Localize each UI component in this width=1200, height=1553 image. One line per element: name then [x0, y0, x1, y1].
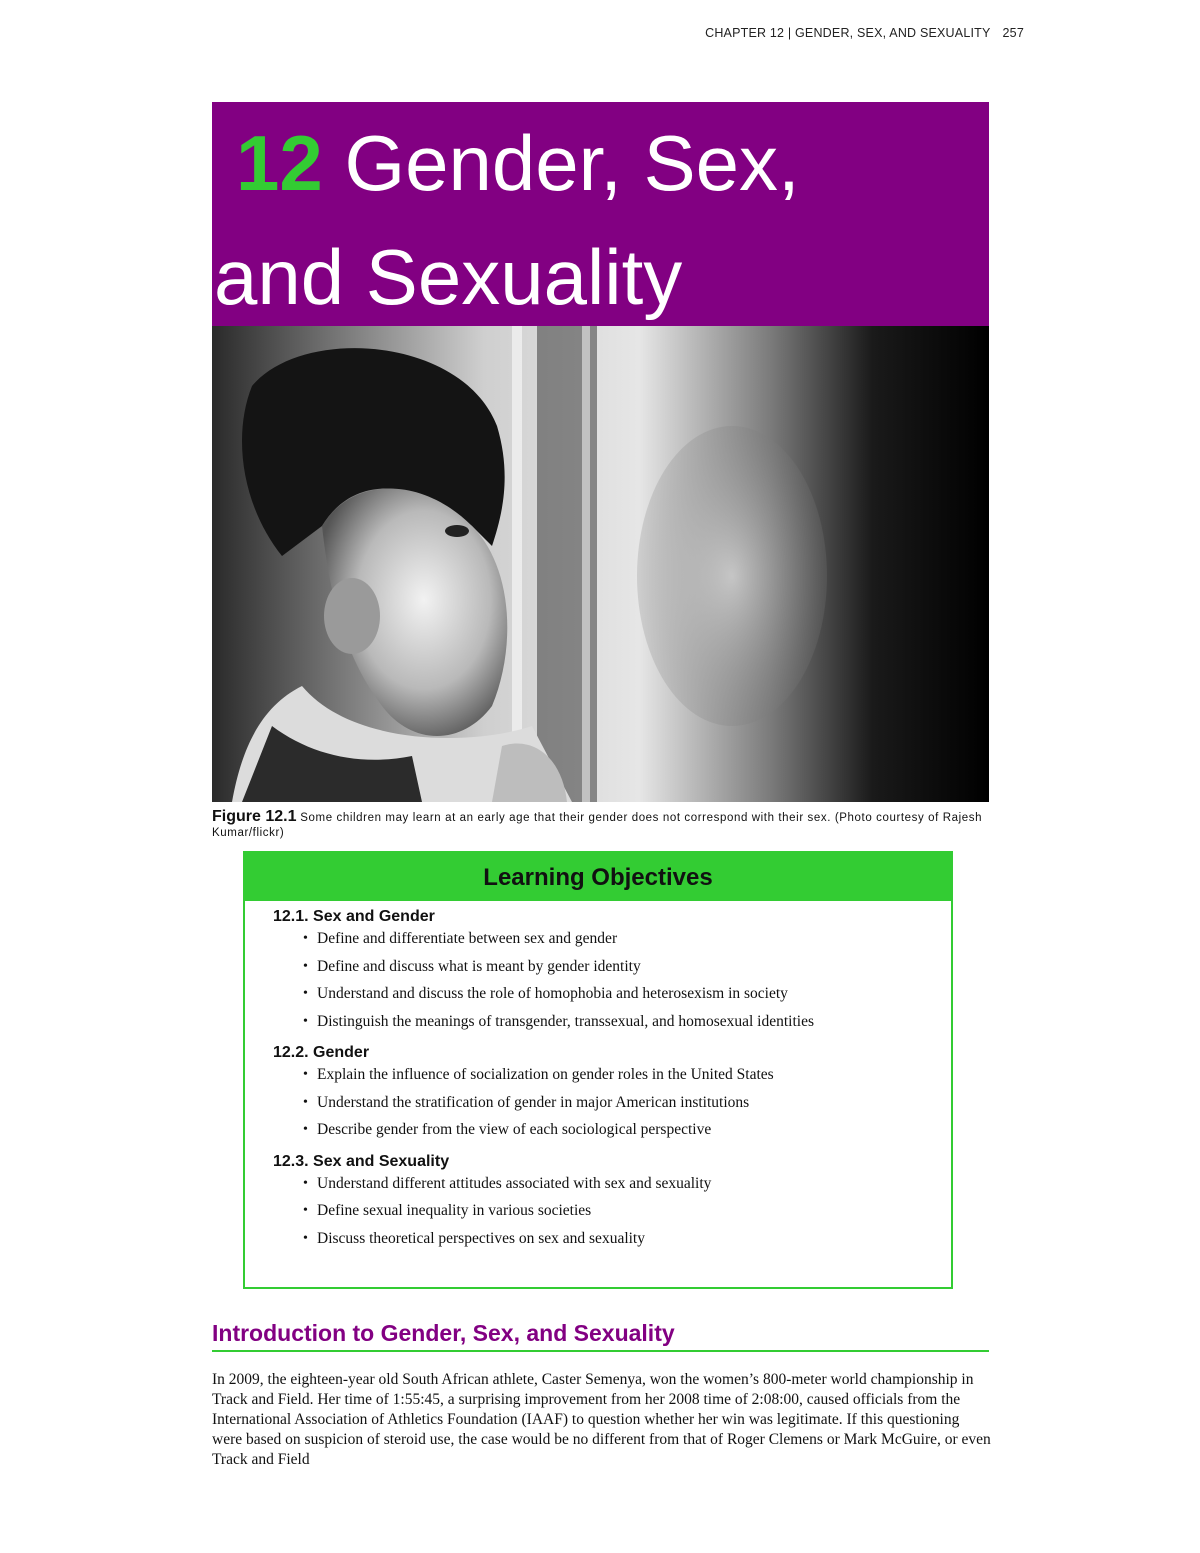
objective-item: • Explain the influence of socialization on gender roles in the United States	[303, 1059, 951, 1091]
objective-list	[273, 1059, 951, 1146]
figure-label: Figure 12.1	[212, 808, 297, 825]
section-heading: Introduction to Gender, Sex, and Sexuality	[212, 1320, 989, 1352]
learning-objectives-title: Learning Objectives	[245, 853, 951, 901]
objective-section	[273, 907, 951, 1037]
figure-caption	[212, 809, 992, 841]
chapter-number: 12	[236, 119, 323, 207]
objective-item: • Distinguish the meanings of transgender, transsexual, and homosexual identities	[303, 1006, 951, 1038]
learning-objectives-body	[245, 901, 951, 1254]
objective-item: • Discuss theoretical perspectives on sex and sexuality	[303, 1223, 951, 1255]
figure-caption-text: Some children may learn at an early age that their gender does not correspond with their sex. (Photo courtesy of Rajesh Kumar/flickr)	[212, 812, 983, 839]
objective-item: • Define sexual inequality in various societies	[303, 1195, 951, 1227]
chapter-title-first: Gender, Sex,	[344, 119, 800, 207]
learning-objectives-box	[243, 851, 953, 1289]
chapter-photo	[212, 326, 989, 802]
objective-item: • Understand the stratification of gender in major American institutions	[303, 1087, 951, 1119]
objective-item: • Define and differentiate between sex and gender	[303, 923, 951, 955]
objective-item: • Understand and discuss the role of homophobia and heterosexism in society	[303, 978, 951, 1010]
page-number: 257	[1002, 26, 1024, 40]
objective-section-heading: 12.1. Sex and Gender	[273, 908, 435, 925]
objective-section	[273, 1043, 951, 1146]
objective-item: • Understand different attitudes associated with sex and sexuality	[303, 1168, 951, 1200]
chapter-title-line-1	[236, 119, 800, 207]
objective-section-heading: 12.3. Sex and Sexuality	[273, 1152, 450, 1170]
objective-list	[273, 1168, 951, 1255]
objective-list	[273, 923, 951, 1037]
running-head-text: CHAPTER 12 | GENDER, SEX, AND SEXUALITY	[705, 26, 991, 40]
objective-section-heading: 12.2. Gender	[273, 1044, 370, 1061]
chapter-title-banner	[212, 102, 989, 326]
objective-item: • Define and discuss what is meant by gender identity	[303, 951, 951, 983]
boy-at-window-photo	[212, 326, 989, 802]
chapter-title-second: and Sexuality	[214, 233, 683, 321]
intro-paragraph: In 2009, the eighteen-year old South African athlete, Caster Semenya, won the women’s 800-meter world championship in Track and Field. Her time of 1:55:45, a surprising improvement from her 2008 time of 2:08:00, caused officials from the International Association of Athletics Foundation (IAAF) to question whether her win was legitimate. If this questioning were based on suspicion of steroid use, the case would be no different from that of Roger Clemens or Mark McGuire, or even Track and Field	[212, 1371, 991, 1468]
objective-item: • Describe gender from the view of each sociological perspective	[303, 1114, 951, 1146]
running-head	[705, 26, 1024, 40]
objective-section	[273, 1152, 951, 1255]
